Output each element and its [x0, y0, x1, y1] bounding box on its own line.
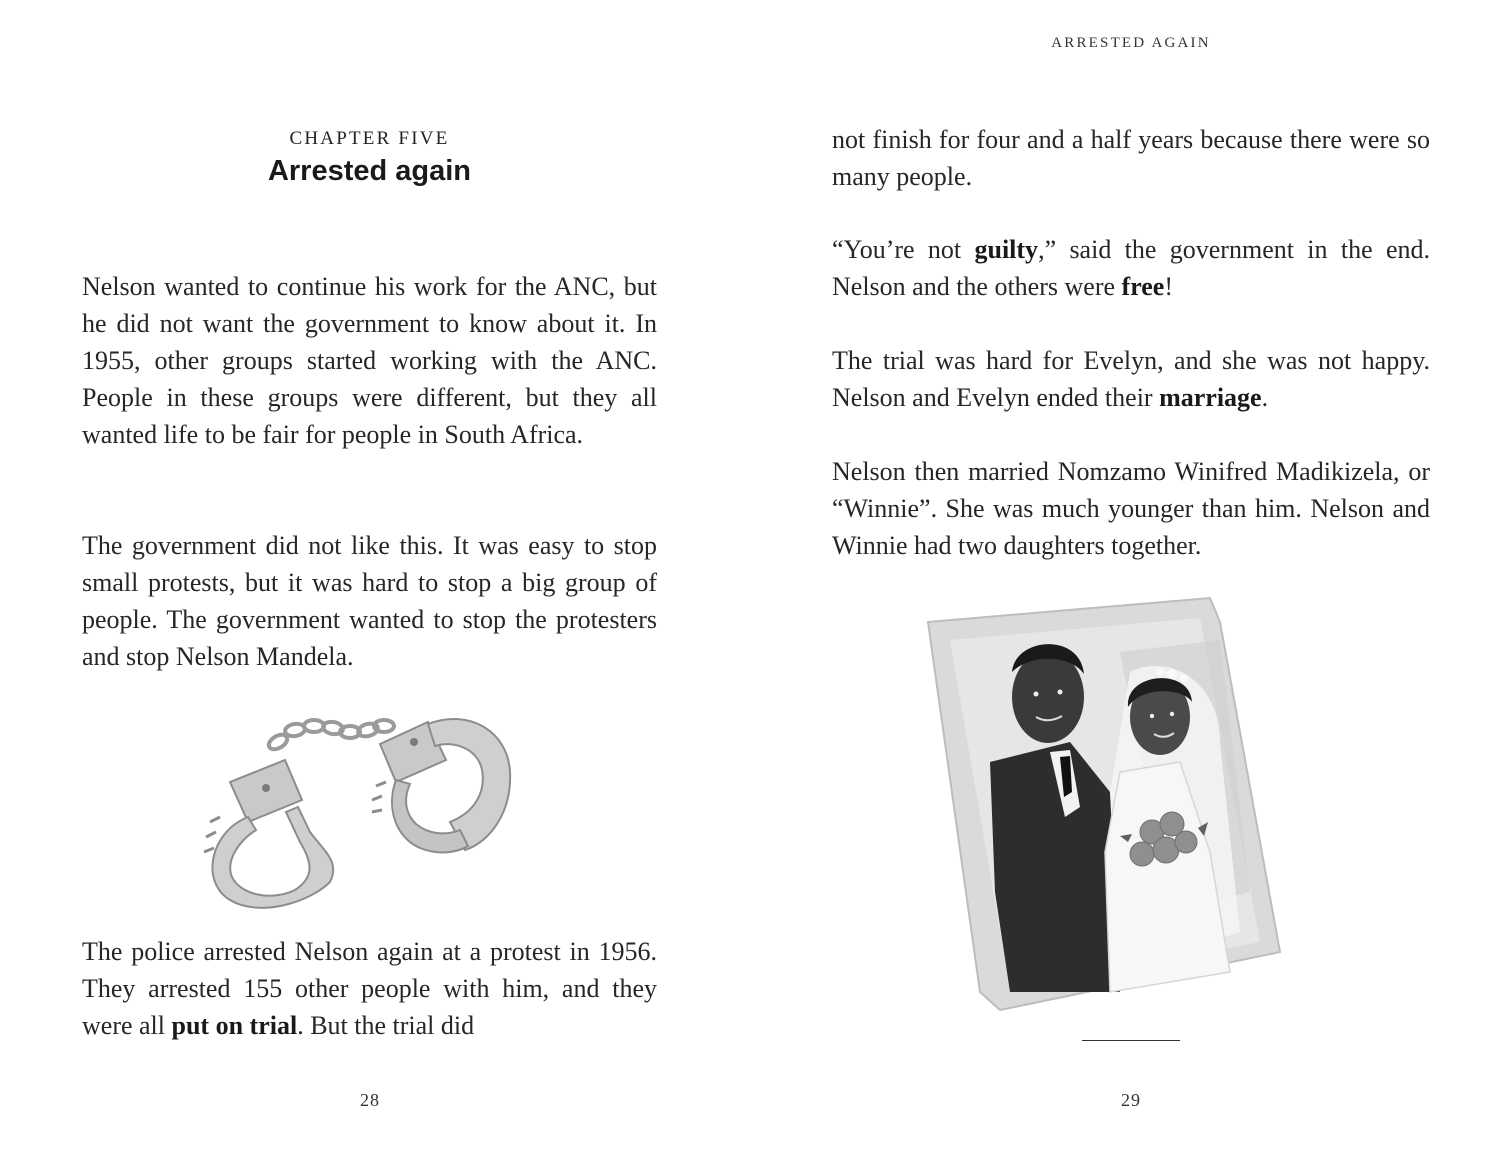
- right-page: [750, 0, 1500, 1151]
- bold-term-marriage: marriage: [1159, 383, 1262, 412]
- text-run: .: [1261, 383, 1269, 412]
- end-of-chapter-rule: [1082, 1040, 1180, 1041]
- paragraph-arrest-1956: [82, 933, 657, 1044]
- text-run: !: [1164, 272, 1174, 301]
- paragraph-not-guilty: [832, 231, 1430, 305]
- bold-term-put-on-trial: put on trial: [171, 1011, 298, 1040]
- bold-term-free: free: [1121, 272, 1165, 301]
- chapter-title: Arrested again: [267, 155, 472, 187]
- paragraph-evelyn: [832, 342, 1430, 416]
- paragraph-trial-length: not finish for four and a half years because there were so many people.: [832, 125, 1430, 191]
- wedding-photo-illustration: [920, 592, 1290, 1017]
- paragraph-government: The government did not like this. It was easy to stop small protests, but it was hard to stop a big group of people. The government wanted to stop the protesters and stop Nelson Mandela.: [82, 531, 657, 671]
- page-number-left: 28: [360, 1090, 380, 1110]
- chapter-label: CHAPTER FIVE: [289, 128, 450, 149]
- text-run: “You’re not: [832, 235, 975, 264]
- handcuffs-illustration: [190, 712, 520, 922]
- page-number-right: 29: [1121, 1090, 1141, 1110]
- text-run: ,” said the government in the end. Nelson and the others were: [832, 235, 1430, 301]
- text-run: . But the trial did: [297, 1011, 475, 1040]
- bold-term-guilty: guilty: [974, 235, 1039, 264]
- text-run: The trial was hard for Evelyn, and she was not happy. Nelson and Evelyn ended their: [832, 346, 1430, 412]
- paragraph-winnie: Nelson then married Nomzamo Winifred Madikizela, or “Winnie”. She was much younger than him. Nelson and Winnie had two daughters together.: [832, 457, 1430, 560]
- paragraph-anc-groups: Nelson wanted to continue his work for the ANC, but he did not want the government to know about it. In 1955, other groups started working with the ANC. People in these groups were different, but they all wanted life to be fair for people in South Africa.: [82, 272, 657, 449]
- running-head: ARRESTED AGAIN: [1051, 35, 1211, 51]
- text-run: The police arrested Nelson again at a protest in 1956. They arrested 155 other people with him, and they were all: [82, 937, 657, 1040]
